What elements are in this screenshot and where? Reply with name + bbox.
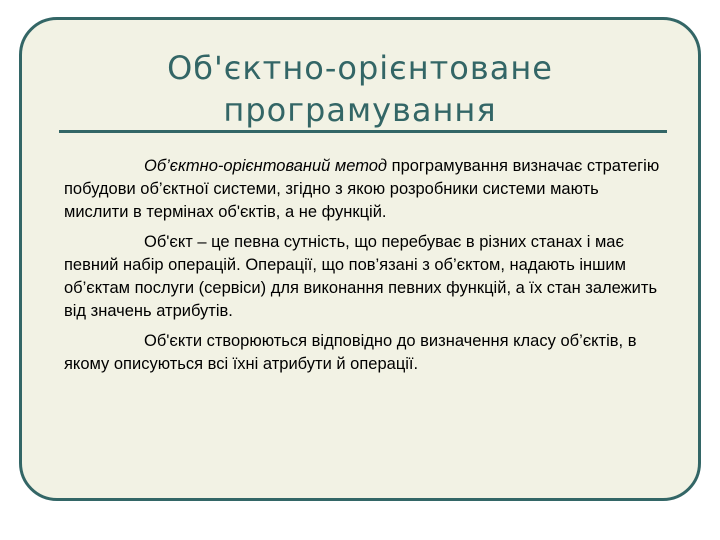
- paragraph-definition-text: програмування визначає стратегію побудови об’єктної системи, згідно з якою розробники системи мають мислити в термінах об'єктів, а не функцій.: [64, 157, 660, 221]
- term-emphasis: Об’єктно-орієнтований метод: [144, 157, 388, 175]
- paragraph-class-text: Об'єкти створюються відповідно до визначення класу об’єктів, в якому описуються всі їхні атрибути й операції.: [64, 332, 637, 373]
- title-divider: [59, 130, 667, 133]
- paragraph-definition: [64, 155, 664, 224]
- slide-title-line-2: програмування: [223, 91, 497, 129]
- slide-title-line-1: Об'єктно-орієнтоване: [167, 49, 553, 87]
- paragraph-object-text: Об'єкт – це певна сутність, що перебуває в різних станах і має певний набір операцій. Операції, що пов’язані з об’єктом, надають іншим об’єктам послуги (сервіси) для виконання певних функцій, а їх стан залежить від значень атрибутів.: [64, 233, 658, 320]
- slide-title: [30, 47, 690, 131]
- paragraph-object: [64, 231, 664, 323]
- paragraph-class: [64, 330, 664, 376]
- slide-body: [64, 155, 664, 383]
